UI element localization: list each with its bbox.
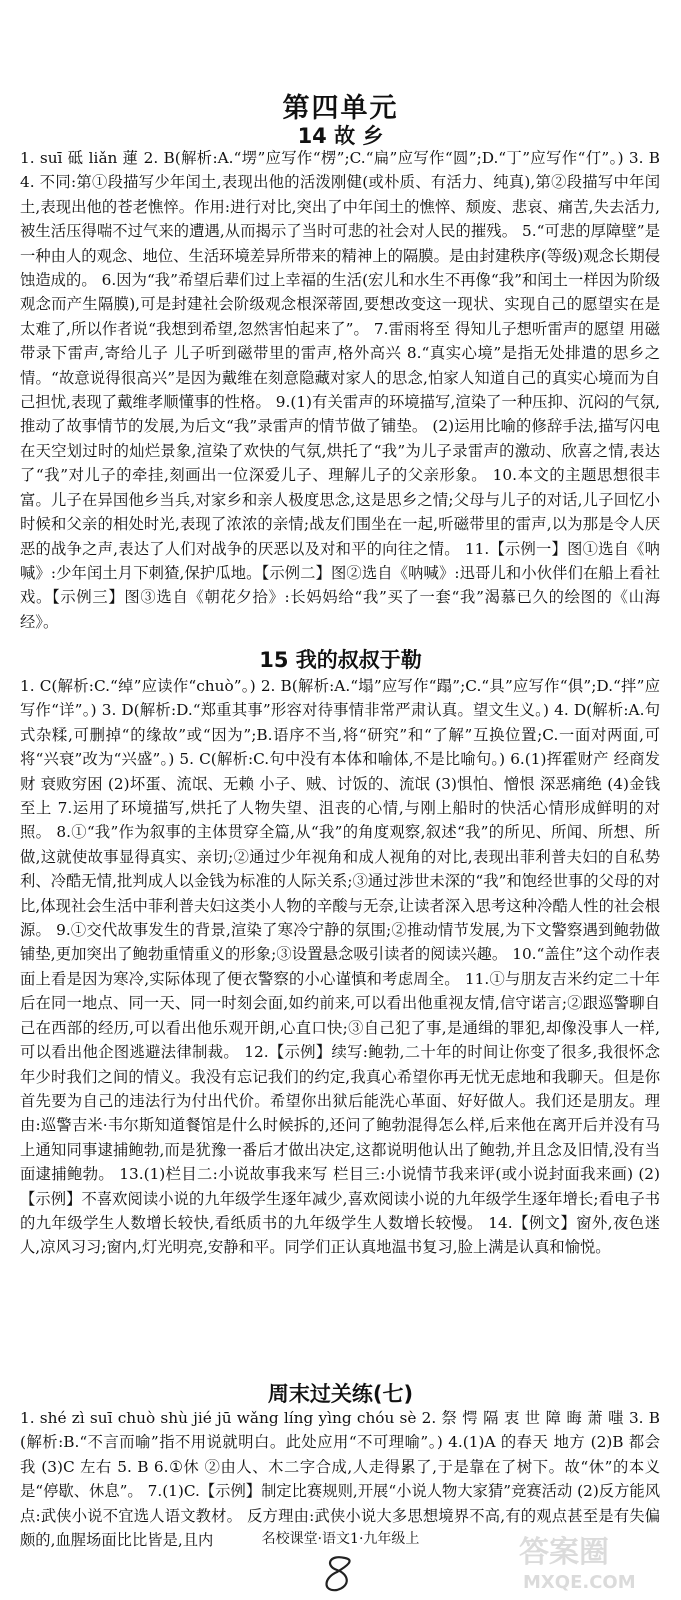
svg-text:答案圈: 答案圈 [519,1535,609,1570]
handwritten-page-number-drawing [305,1552,375,1594]
weekend-practice-7-answers: 1. shé zì suī chuò shù jié jū wǎng líng yìng chóu sè 2. 祭 愕 隔 衷 世 障 晦 萧 嗤 3. B(解析:B.“不言而喻”指不用说就明白。此处应用“不可理喻”。) 4.(1)A 的春天 地方 (2)B 都会 我 (3)C 左右 5. B 6.①休 ②由人、木二字合成,人走得累了,于是靠在了树下。故“休”的本义是“停歇、休息”。 7.(1)C.【示例】制定比赛规则,开展“小说人物大家猜”竞赛活动 (2)反方能风点:武侠小说不宜选人语文教材。 反方理由:武侠小说大多思想境界不高,有的观点甚至是有失偏颇的,血腥场面比比皆是,且内 [20,1409,660,1550]
handwritten-page-number [305,1552,375,1594]
weekend-practice-7-title: 周末过关练(七) [267,1382,414,1406]
lesson-15-answers: 1. C(解析:C.“绰”应读作“chuò”。) 2. B(解析:A.“塌”应写作“蹋”;C.“具”应写作“俱”;D.“拌”应写作“详”。) 3. D(解析:D.“郑重其事”形容对待事情非常严肃认真。望文生义。) 4. D(解析:A.句式杂糅,可删掉“的缘故”或“因为”;B.语序不当,将“研究”和“了解”互换位置;C.一面对两面,可将“兴衰”改为“兴盛”。) 5. C(解析:C.句中没有本体和喻体,不是比喻句。) 6.(1)挥霍财产 经商发财 衰败穷困 (2)坏蛋、流氓、无赖 小子、贼、讨饭的、流氓 (3)惧怕、憎恨 深恶痛绝 (4)金钱至上 7.运用了环境描写,烘托了人物失望、沮丧的心情,与刚上船时的快活心情形成鲜明的对照。 8.①“我”作为叙事的主体贯穿全篇,从“我”的角度观察,叙述“我”的所见、所闻、所想、所做,这就使故事显得真实、亲切;②通过少年视角和成人视角的对比,表现出菲利普夫妇的自私势利、冷酷无情,批判成人以金钱为标准的人际关系;③通过涉世未深的“我”和饱经世事的父母的对比,体现社会生活中菲利普夫妇这类小人物的辛酸与无奈,让读者深入思考这种冷酷人性的社会根源。 9.①交代故事发生的背景,渲染了寒冷宁静的氛围;②推动情节发展,为下文警察遇到鲍勃做铺垫,更加突出了鲍勃重情重义的形象;③设置悬念吸引读者的阅读兴趣。 10.“盖住”这个动作表面上看是因为寒冷,实际体现了便衣警察的小心谨慎和考虑周全。 11.①与朋友吉米约定二十年后在同一地点、同一天、同一时刻会面,如约前来,可以看出他重视友情,信守诺言;②跟巡警聊自己在西部的经历,可以看出他乐观开朗,心直口快;③自己犯了事,是通缉的罪犯,却像没事人一样,可以看出他企图逃避法律制裁。 12.【示例】续写:鲍勃,二十年的时间让你变了很多,我很怀念年少时我们之间的情义。我没有忘记我们的约定,我真心希望你再无忧无虑地和我聊天。但是你首先要为自己的违法行为付出代价。希望你出狱后能洗心革面、好好做人。我们还是朋友。理由:巡警吉米·韦尔斯知道餐馆是什么时候拆的,还问了鲍勃混得怎么样,后来他在离开后并没有马上通知同事逮捕鲍勃,而是犹豫一番后才做出决定,这都说明他认出了鲍勃,并且念及旧情,没有当面逮捕鲍勃。 13.(1)栏目二:小说故事我来写 栏目三:小说情节我来评(或小说封面我来画) (2)【示例】不喜欢阅读小说的九年级学生逐年减少,喜欢阅读小说的九年级学生逐年增长;看电子书的九年级学生人数增长较快,看纸质书的九年级学生人数增长较慢。 14.【例文】窗外,夜色迷人,凉风习习;窗内,灯光明亮,安静和平。同学们正认真地温书复习,脸上满是认真和愉悦。 [20,677,660,1257]
lesson-14-answers: 1. suī 砥 liǎn 蓮 2. B(解析:A.“塄”应写作“楞”;C.“扁”应写作“圆”;D.“丁”应写作“仃”。) 3. B 4. 不同:第①段描写少年闰土,表现出他的活泼刚健(或朴质、有活力、纯真),第②段描写中年闰土,表现出他的苍老憔悴。作用:进行对比,突出了中年闰土的憔悴、颓废、悲哀、痛苦,失去活力,被生活压得喘不过气来的遭遇,从而揭示了当时可悲的社会对人民的摧残。 5.“可悲的厚障壁”是一种由人的观念、地位、生活环境差异所带来的精神上的隔膜。是由封建秩序(等级)观念长期侵蚀造成的。 6.因为“我”希望后辈们过上幸福的生活(宏儿和水生不再像“我”和闰土一样因为阶级观念而产生隔膜),可是封建社会阶级观念根深蒂固,要想改变这一现状、实现自己的愿望实在是太难了,所以作者说“我想到希望,忽然害怕起来了”。 7.雷雨将至 得知儿子想听雷声的愿望 用磁带录下雷声,寄给儿子 儿子听到磁带里的雷声,格外高兴 8.“真实心境”是指无处排遣的思乡之情。“故意说得很高兴”是因为戴维在刻意隐藏对家人的思念,怕家人知道自己的真实心境而为自己担忧,表现了戴维孝顺懂事的性格。 9.(1)有关雷声的环境描写,渲染了一种压抑、沉闷的气氛,推动了故事情节的发展,为后文“我”录雷声的情节做了铺垫。 (2)运用比喻的修辞手法,描写闪电在天空划过时的灿烂景象,渲染了欢快的气氛,烘托了“我”为儿子录雷声的激动、欣喜之情,表达了“我”对儿子的牵挂,刻画出一位深爱儿子、理解儿子的父亲形象。 10.本文的主题思想很丰富。儿子在异国他乡当兵,对家乡和亲人极度思念,这是思乡之情;父母与儿子的对话,儿子回忆小时候和父亲的相处时光,表现了浓浓的亲情;战友们围坐在一起,听磁带里的雷声,以为那是令人厌恶的战争之声,表达了人们对战争的厌恶以及对和平的向往之情。 11.【示例一】图①选自《呐喊》:少年闰土月下刺猹,保护瓜地。【示例二】图②选自《呐喊》:迅哥儿和小伙伴们在船上看社戏。【示例三】图③选自《朝花夕拾》:长妈妈给“我”买了一套“我”渴慕已久的绘图的《山海经》。 [20,149,660,631]
lesson-14-title: 14 故 乡 [297,124,384,148]
book-footer: 名校课堂·语文1·九年级上 [261,1531,420,1547]
watermark-logo [513,1528,673,1596]
lesson-15-title: 15 我的叔叔于勒 [259,648,422,672]
watermark-logo-drawing [513,1528,673,1596]
svg-text:MXQE.COM: MXQE.COM [523,1572,636,1593]
unit-title: 第四单元 [282,93,399,124]
